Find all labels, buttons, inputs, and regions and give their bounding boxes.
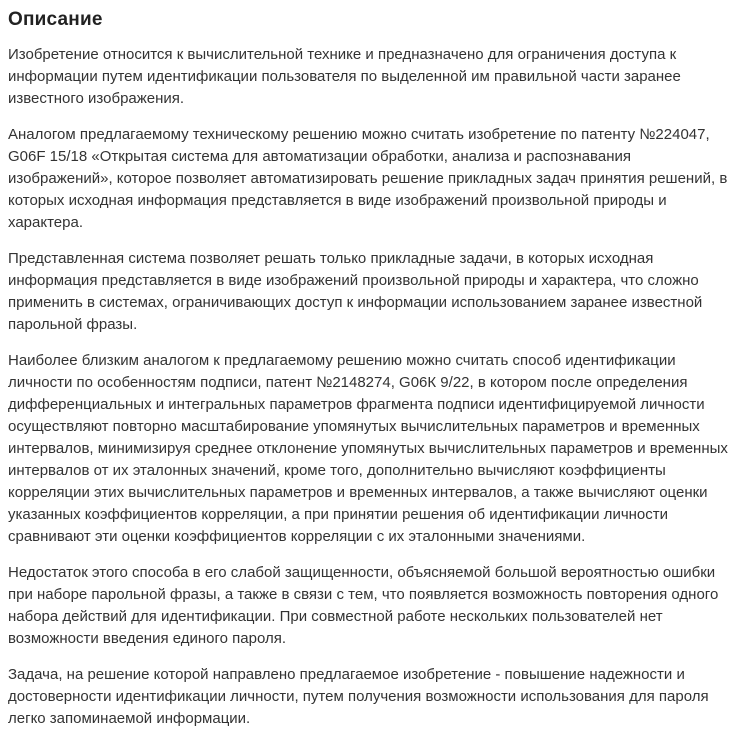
paragraph: Задача, на решение которой направлено предлагаемое изобретение - повышение надежности и достоверности идентификации личности, путем получения возможности использования для пароля легко запоминаемой информации. [8, 666, 709, 727]
paragraph: Наиболее близким аналогом к предлагаемому решению можно считать способ идентификации личности по особенностям подписи, патент №2148274, G06К 9/22, в котором после определения дифференциальных и интегральных параметров фрагмента подписи идентифицируемой личности осуществляют повторно масштабирование упомянутых вычислительных параметров и временных интервалов, минимизируя среднее отклонение упомянутых вычислительных параметров и временных интервалов от их эталонных значений, кроме того, дополнительно вычисляют коэффициенты корреляции этих вычислительных параметров и временных интервалов, а также вычисляют оценки указанных коэффициентов корреляции, а при принятии решения об идентификации личности сравнивают эти оценки коэффициентов корреляции с их эталонными значениями. [8, 352, 728, 545]
paragraph: Изобретение относится к вычислительной технике и предназначено для ограничения доступа к информации путем идентификации пользователя по выделенной им правильной части заранее известного изображения. [8, 46, 681, 107]
paragraph: Представленная система позволяет решать только прикладные задачи, в которых исходная информация представляется в виде изображений произвольной природы и характера, что сложно применить в системах, ограничивающих доступ к информации использованием заранее известной парольной фразы. [8, 250, 703, 333]
paragraph: Недостаток этого способа в его слабой защищенности, объясняемой большой вероятностью ошибки при наборе парольной фразы, а также в связи с тем, что появляется возможность повторения одного набора действий для идентификации. При совместной работе нескольких пользователей нет возможности введения единого пароля. [8, 564, 719, 647]
paragraph: Аналогом предлагаемому техническому решению можно считать изобретение по патенту №224047, G06F 15/18 «Открытая система для автоматизации обработки, анализа и распознавания изображений», которое позволяет автоматизировать решение прикладных задач принятия решений, в которых исходная информация представляется в виде изображений произвольной природы и характера. [8, 126, 728, 231]
page-title: Описание [8, 9, 103, 30]
description-body [8, 44, 732, 730]
